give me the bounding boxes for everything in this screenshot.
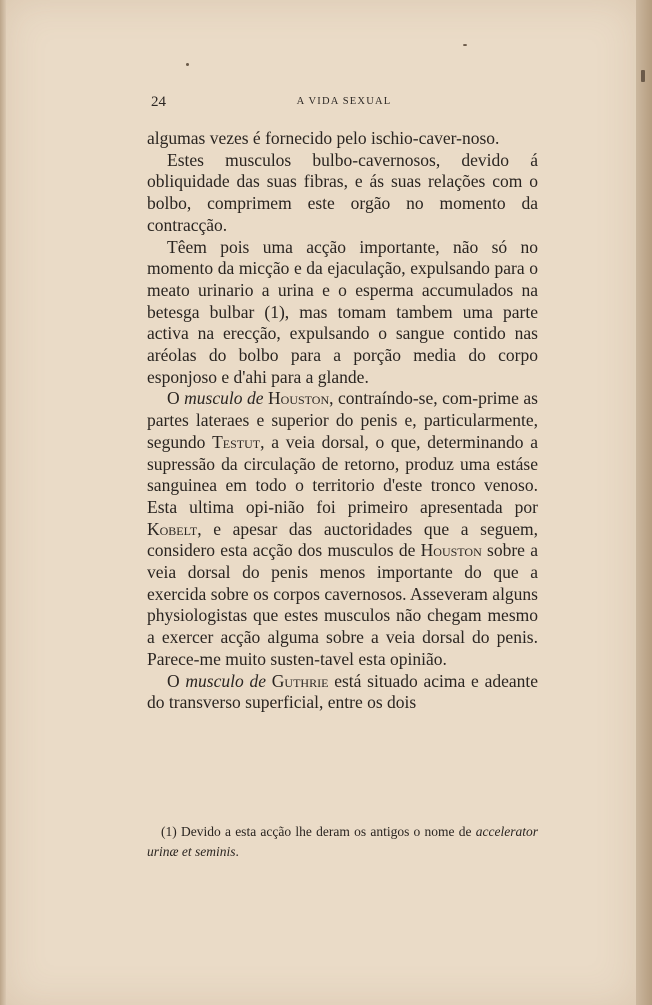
paragraph-text: Têem pois uma acção importante, não só no momento da micção e da ejaculação, expulsando para o meato urinario a urina e o esperma accumulados na betesga bulbar (1), mas tomam tambem uma parte activa na erecção, expulsando o sangue contido nas aréolas do bolbo para a porção media do corpo esponjoso e d'ahi para a glande.: [147, 236, 538, 387]
author-name: Kobelt: [147, 518, 198, 539]
author-name: Houston: [420, 540, 482, 561]
paragraph-text: está situado acima e adeante do transverso superficial, entre os dois: [147, 670, 538, 713]
paragraph-text: , a veia dorsal, o que, determinando a supressão da circulação de retorno, produz uma estáse sanguinea em todo o territorio d'este tronco venoso. Esta ultima opi-nião foi primeiro apresentada por: [147, 431, 539, 517]
footnote-text: [147, 822, 538, 862]
paragraph-5: [147, 671, 538, 714]
paper-speck: [641, 70, 645, 82]
italic-term: musculo de: [184, 388, 264, 409]
italic-term: musculo de: [185, 670, 267, 691]
running-head: A VIDA SEXUAL: [296, 96, 392, 107]
paragraph-text: Estes musculos bulbo-cavernosos, devido á obliquidade das suas fibras, e ás suas relações com o bolbo, comprimem este orgão no momento da contracção.: [147, 149, 538, 235]
paragraph-3: [147, 237, 538, 389]
paragraph-text: , e apesar das auctoridades que a seguem, considero esta acção dos musculos de: [147, 518, 538, 561]
paragraph-2: [147, 150, 538, 237]
footnote: [147, 822, 538, 862]
page-header: [151, 94, 537, 114]
paragraph-text: , contraíndo-se, com-prime as partes lateraes e superior do penis e, particularmente, segundo: [147, 388, 538, 452]
page-number: 24: [151, 94, 166, 110]
paragraph-text: algumas vezes é fornecido pelo ischio-caver-noso.: [147, 128, 500, 148]
paragraph-text: sobre a veia dorsal do penis menos importante do que a exercida sobre os corpos cavernosos. Asseveram alguns physiologistas que estes musculos não chegam mesmo a exercer acção alguma sobre a veia dorsal do penis. Parece-me muito susten-tavel esta opinião.: [147, 540, 538, 669]
page-right-edge: [636, 0, 652, 1005]
body-text: [147, 128, 538, 714]
paper-speck: [463, 44, 467, 46]
footnote-prefix: (1) Devido a esta acção lhe deram os antigos o nome de: [161, 824, 476, 839]
paper-speck: [186, 63, 189, 66]
author-name: Testut: [212, 431, 261, 452]
author-name: Houston: [268, 388, 330, 409]
paragraph-1: [147, 128, 538, 150]
paragraph-text: O: [167, 670, 186, 691]
author-name: Guthrie: [271, 670, 329, 691]
italic-term: accelerator urinæ et seminis: [147, 824, 538, 859]
paragraph-text: O: [167, 388, 185, 409]
footnote-suffix: .: [235, 844, 239, 859]
paragraph-4: [147, 388, 538, 670]
